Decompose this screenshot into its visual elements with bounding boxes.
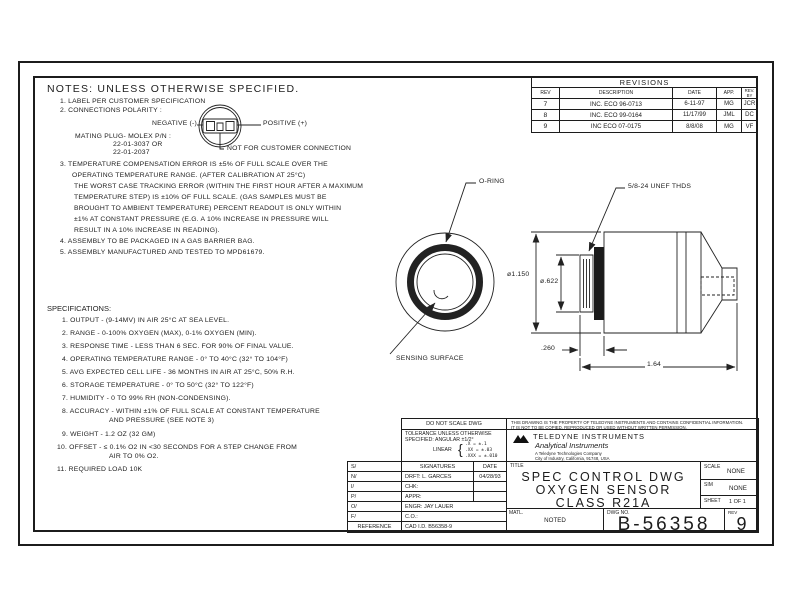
teledyne-logo-icon bbox=[512, 434, 530, 444]
company-subtitle: A Teledyne Technologies Company bbox=[535, 451, 602, 456]
spec-10-line-2: AIR TO 0% O2. bbox=[109, 453, 159, 460]
app-col-header: APP. bbox=[723, 90, 735, 96]
specs-title: SPECIFICATIONS: bbox=[47, 304, 112, 313]
spec-9: 9. WEIGHT - 1.2 OZ (32 GM) bbox=[62, 431, 156, 438]
tolerance-line-1: TOLERANCE UNLESS OTHERWISE bbox=[405, 431, 492, 437]
appr-label: APPR: bbox=[405, 493, 422, 500]
matl-box bbox=[506, 508, 604, 533]
note-4: 4. ASSEMBLY TO BE PACKAGED IN A GAS BARRIER BAG. bbox=[60, 238, 255, 245]
dwg-no-value: B-56358 bbox=[617, 514, 711, 535]
rev-row-3-rev bbox=[531, 120, 560, 133]
sim-value: NONE bbox=[729, 485, 747, 492]
stub-row-reference bbox=[347, 521, 402, 533]
spec-3: 3. RESPONSE TIME - LESS THAN 6 SEC. FOR 90% OF FINAL VALUE. bbox=[62, 343, 294, 350]
drft-date: 04/28/93 bbox=[479, 473, 501, 480]
cad-id: CAD I.D. B56358-9 bbox=[405, 524, 453, 530]
stub-label: N/ bbox=[351, 473, 357, 480]
date-header: DATE bbox=[482, 463, 498, 470]
drawing-title-line-3: CLASS R21A bbox=[555, 496, 652, 510]
spec-7: 7. HUMIDITY - 0 TO 99% RH (NON-CONDENSING). bbox=[62, 395, 231, 402]
cad-id-cell bbox=[401, 521, 507, 533]
rev-description: INC. ECO 99-0164 bbox=[590, 111, 642, 119]
rev-number: 9 bbox=[543, 123, 548, 130]
matl-value: NOTED bbox=[544, 517, 566, 524]
scale-box bbox=[700, 461, 759, 480]
polarity-negative-label: NEGATIVE (-) bbox=[152, 120, 197, 127]
note-3-line-2: OPERATING TEMPERATURE RANGE. (AFTER CALIBRATION AT 25°C) bbox=[72, 172, 306, 179]
spec-6: 6. STORAGE TEMPERATURE - 0° TO 50°C (32° TO 122°F) bbox=[62, 382, 254, 389]
dwg-no-box bbox=[603, 508, 725, 533]
revby-col-header-2: BY bbox=[746, 93, 753, 98]
note-3-line-7: RESULT IN A 10% INCREASE IN READING). bbox=[74, 227, 220, 234]
spec-10-line-1: 10. OFFSET - ≤ 0.1% O2 IN <30 SECONDS FOR A STEP CHANGE FROM bbox=[57, 444, 298, 451]
dim-thread-diameter: ø.622 bbox=[540, 278, 559, 285]
rev-row-3-by bbox=[741, 120, 758, 133]
rev-app: JML bbox=[723, 112, 735, 118]
dim-body-diameter: ø1.150 bbox=[507, 271, 530, 278]
rev-by: DC bbox=[745, 112, 754, 118]
spec-2: 2. RANGE - 0-100% OXYGEN (MAX), 0-1% OXYGEN (MIN). bbox=[62, 330, 257, 337]
tolerance-line-2: SPECIFIED: ANGULAR ±1/2° bbox=[405, 437, 474, 443]
rev-number: 7 bbox=[543, 100, 548, 108]
scale-label: SCALE bbox=[704, 464, 721, 470]
rev-by: VF bbox=[745, 123, 754, 130]
rev-number: 8 bbox=[543, 111, 548, 119]
date-col-header: DATE bbox=[688, 90, 701, 96]
sim-box bbox=[700, 479, 759, 496]
stub-label: P/ bbox=[351, 493, 357, 500]
dim-thread-length: .260 bbox=[541, 345, 556, 352]
sim-label: SIM bbox=[704, 482, 713, 488]
sheet-label: SHEET bbox=[704, 498, 721, 504]
mating-plug-label: MATING PLUG- MOLEX P/N : bbox=[75, 133, 172, 140]
stub-label: I/ bbox=[351, 483, 355, 490]
sheet-value: 1 OF 1 bbox=[729, 499, 746, 505]
title-label: TITLE bbox=[510, 463, 524, 469]
threads-callout: 5/8-24 UNEF THDS bbox=[628, 183, 692, 190]
company-box bbox=[506, 429, 759, 462]
signatures-header: SIGNATURES bbox=[419, 463, 456, 470]
tolerance-box bbox=[401, 429, 507, 462]
rev-row-3-date bbox=[672, 120, 717, 133]
plug-part-number-1: 22-01-3037 OR bbox=[113, 141, 163, 148]
o-ring-callout: O-RING bbox=[479, 178, 505, 185]
rev-app: MG bbox=[724, 123, 734, 130]
drft-signature: DRFT: L. GARCES bbox=[405, 473, 452, 480]
stub-label: S/ bbox=[351, 463, 357, 470]
note-2: 2. CONNECTIONS POLARITY : bbox=[60, 107, 162, 114]
linear-tol-x: .X = ±.1 bbox=[465, 442, 487, 447]
co-label: C.O.: bbox=[405, 513, 418, 520]
spec-1: 1. OUTPUT - (9-14MV) IN AIR 25°C AT SEA LEVEL. bbox=[62, 317, 230, 324]
note-3-line-3: THE WORST CASE TRACKING ERROR (WITHIN THE FIRST HOUR AFTER A MAXIMUM bbox=[74, 183, 364, 190]
chk-label: CHK: bbox=[405, 483, 419, 490]
rev-box bbox=[724, 508, 759, 533]
company-address: City of Industry, California, 91748, USA bbox=[535, 456, 610, 461]
do-not-scale-label: DO NOT SCALE DWG bbox=[426, 421, 482, 427]
company-division: Analytical Instruments bbox=[535, 441, 609, 450]
scale-value: NONE bbox=[727, 468, 745, 475]
title-area bbox=[506, 461, 701, 509]
linear-tol-xxx: .XXX = ±.010 bbox=[465, 454, 498, 459]
sheet-box bbox=[700, 495, 759, 509]
drawing-title-line-2: OXYGEN SENSOR bbox=[535, 483, 672, 497]
engr-signature: ENGR: JAY LAUER bbox=[405, 503, 454, 510]
rev-label: REV bbox=[728, 510, 738, 515]
spec-8-line-2: AND PRESSURE (SEE NOTE 3) bbox=[109, 417, 215, 424]
note-3-line-6: ±1% AT CONSTANT PRESSURE (E.G. A 10% INCREASE IN PRESSURE WILL bbox=[74, 216, 329, 223]
rev-date: 6-11-97 bbox=[684, 101, 705, 107]
spec-5: 5. AVG EXPECTED CELL LIFE - 36 MONTHS IN AIR AT 25°C, 50% R.H. bbox=[62, 369, 295, 376]
note-3-line-4: TEMPERATURE STEP) IS ±10% OF FULL SCALE. (GAS SAMPLES MUST BE bbox=[74, 194, 327, 201]
polarity-positive-label: POSITIVE (+) bbox=[263, 120, 308, 127]
stub-label: REFERENCE bbox=[357, 524, 392, 530]
rev-value: 9 bbox=[736, 514, 747, 534]
linear-label: LINEAR bbox=[433, 447, 452, 453]
rev-description: INC. ECO 96-0713 bbox=[590, 100, 642, 108]
dim-overall-length: 1.64 bbox=[647, 361, 662, 368]
plug-part-number-2: 22-01-2037 bbox=[113, 149, 150, 156]
spec-4: 4. OPERATING TEMPERATURE RANGE - 0° TO 40°C (32° TO 104°F) bbox=[62, 356, 288, 363]
description-col-header: DESCRIPTION bbox=[598, 90, 634, 96]
revisions-title: REVISIONS bbox=[619, 77, 670, 87]
rev-description: INC ECO 07-0175 bbox=[590, 123, 642, 130]
matl-label: MATL. bbox=[509, 510, 524, 516]
rev-app: MG bbox=[724, 101, 734, 107]
spec-11: 11. REQUIRED LOAD 10K bbox=[57, 466, 143, 473]
drawing-title-line-1: SPEC CONTROL DWG bbox=[521, 470, 686, 484]
spec-8-line-1: 8. ACCURACY - WITHIN ±1% OF FULL SCALE AT CONSTANT TEMPERATURE bbox=[62, 408, 320, 415]
stub-label: O/ bbox=[351, 503, 357, 510]
property-notice-line-1: THIS DRAWING IS THE PROPERTY OF TELEDYNE INSTRUMENTS AND CONTAINS CONFIDENTIAL INFORMATION. bbox=[511, 419, 744, 425]
rev-col-header: REV bbox=[540, 90, 551, 96]
not-for-customer-label: NOT FOR CUSTOMER CONNECTION bbox=[227, 145, 352, 152]
notes-title: NOTES: UNLESS OTHERWISE SPECIFIED. bbox=[47, 83, 300, 95]
company-name: TELEDYNE INSTRUMENTS bbox=[533, 432, 645, 441]
note-3-line-5: BROUGHT TO AMBIENT TEMPERATURE) PERCENT READOUT IS ONLY WITHIN bbox=[74, 205, 342, 212]
rev-date: 11/17/99 bbox=[683, 112, 706, 118]
linear-tol-xx: .XX = ±.03 bbox=[465, 448, 493, 453]
rev-by: JCR bbox=[743, 101, 756, 107]
property-notice-line-2: IT IS NOT TO BE COPIED, REPRODUCED OR USED WITHOUT WRITTEN PERMISSION. bbox=[511, 424, 687, 430]
note-5: 5. ASSEMBLY MANUFACTURED AND TESTED TO MPD61679. bbox=[60, 249, 265, 256]
note-1: 1. LABEL PER CUSTOMER SPECIFICATION bbox=[60, 98, 206, 105]
stub-label: F/ bbox=[351, 513, 356, 520]
revby-col-header-1: REV. bbox=[744, 88, 755, 93]
rev-row-3-app bbox=[716, 120, 742, 133]
note-3-line-1: 3. TEMPERATURE COMPENSATION ERROR IS ±5% OF FULL SCALE OVER THE bbox=[60, 161, 328, 168]
rev-row-3-desc bbox=[559, 120, 673, 133]
sensing-surface-callout: SENSING SURFACE bbox=[396, 355, 464, 362]
rev-date: 8/8/08 bbox=[686, 123, 703, 130]
dwg-no-label: DWG NO. bbox=[607, 510, 630, 516]
linear-brace: { bbox=[458, 441, 463, 457]
